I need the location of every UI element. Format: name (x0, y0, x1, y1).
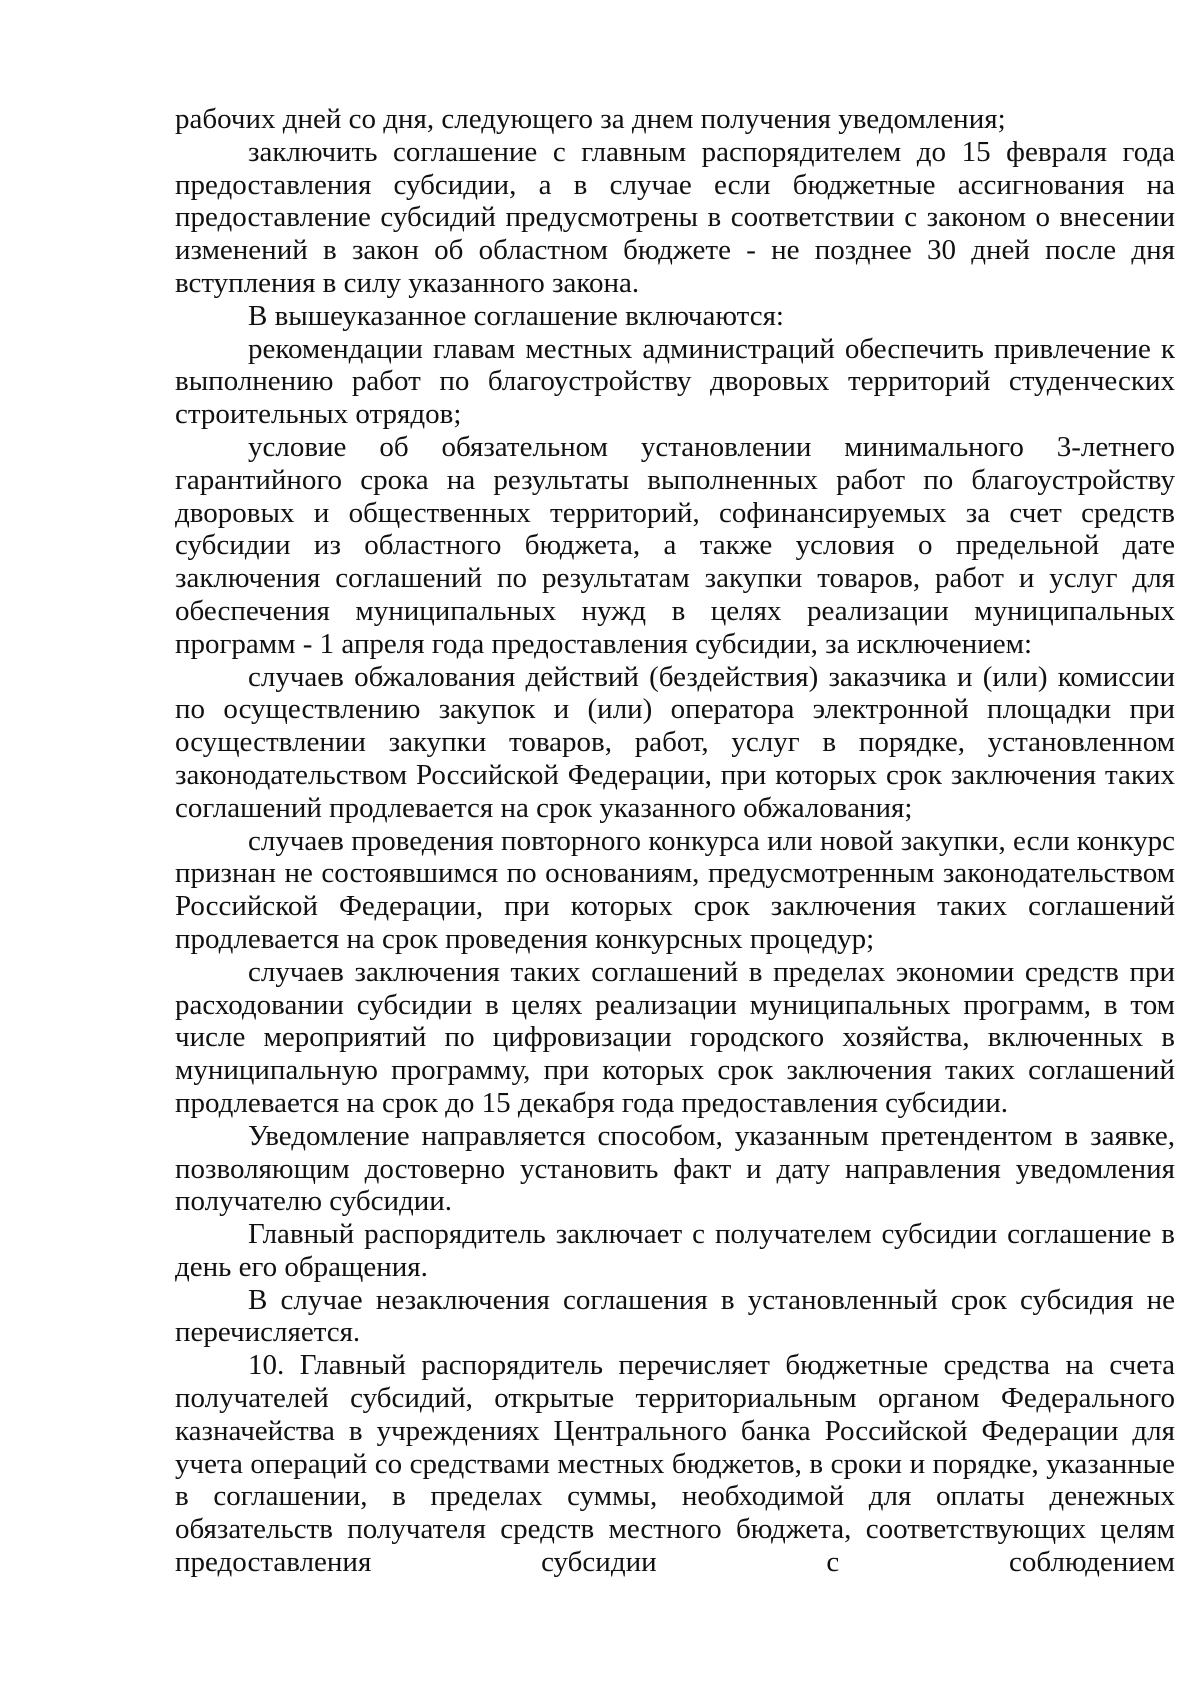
paragraph-appeal-exception: случаев обжалования действий (бездействия) заказчика и (или) комиссии по осуществлению закупок и (или) оператора электронной площадки при осуществлении закупки товаров, работ, услуг в порядке, установленном законодательством Российской Федерации, при которых срок заключения таких соглашений продлевается на срок указанного обжалования; (175, 660, 1175, 824)
paragraph-notification-method: Уведомление направляется способом, указанным претендентом в заявке, позволяющим достоверно установить факт и дату направления уведомления получателю субсидии. (175, 1119, 1175, 1218)
paragraph-continuation: рабочих дней со дня, следующего за днем получения уведомления; (175, 103, 1006, 135)
paragraph-agreement-signing-day: Главный распорядитель заключает с получателем субсидии соглашение в день его обращения. (175, 1218, 1175, 1283)
paragraph-savings-exception: случаев заключения таких соглашений в пределах экономии средств при расходовании субсидии в целях реализации муниципальных программ, в том числе мероприятий по цифровизации городского хозяйства, включенных в муниципальную программу, при которых срок заключения таких соглашений продлевается на срок до 15 декабря года предоставления субсидии. (175, 955, 1175, 1119)
paragraph-repeat-tender-exception: случаев проведения повторного конкурса или новой закупки, если конкурс признан не состоявшимся по основаниям, предусмотренным законодательством Российской Федерации, при которых срок заключения таких соглашений продлевается на срок проведения конкурсных процедур; (175, 824, 1175, 955)
paragraph-no-transfer: В случае незаключения соглашения в установленный срок субсидия не перечисляется. (175, 1283, 1175, 1349)
paragraph-student-teams: рекомендации главам местных администраций обеспечить привлечение к выполнению работ по благоустройству дворовых территорий студенческих строительных отрядов; (175, 332, 1175, 431)
paragraph-agreement-includes: В вышеуказанное соглашение включаются: (248, 299, 784, 332)
paragraph-item-10: 10. Главный распорядитель перечисляет бюджетные средства на счета получателей субсидий, открытые территориальным органом Федерального казначейства в учреждениях Центрального банка Российской Федерации для учета операций со средствами местных бюджетов, в сроки и порядке, указанные в соглашении, в пределах суммы, необходимой для оплаты денежных обязательств получателя средств местного бюджета, соответствующих целям предоставления субсидии с соблюдением (175, 1349, 1175, 1579)
paragraph-agreement-deadline: заключить соглашение с главным распорядителем до 15 февраля года предоставления субсидии, а в случае если бюджетные ассигнования на предоставление субсидий предусмотрены в соответствии с законом о внесении изменений в закон об областном бюджете - не позднее 30 дней после дня вступления в силу указанного закона. (175, 135, 1175, 299)
paragraph-warranty-condition: условие об обязательном установлении минимального 3-летнего гарантийного срока на результаты выполненных работ по благоустройству дворовых и общественных территорий, софинансируемых за счет средств субсидии из областного бюджета, а также условия о предельной дате заключения соглашений по результатам закупки товаров, работ и услуг для обеспечения муниципальных нужд в целях реализации муниципальных программ - 1 апреля года предоставления субсидии, за исключением: (175, 430, 1175, 660)
document-page (175, 103, 1175, 1579)
